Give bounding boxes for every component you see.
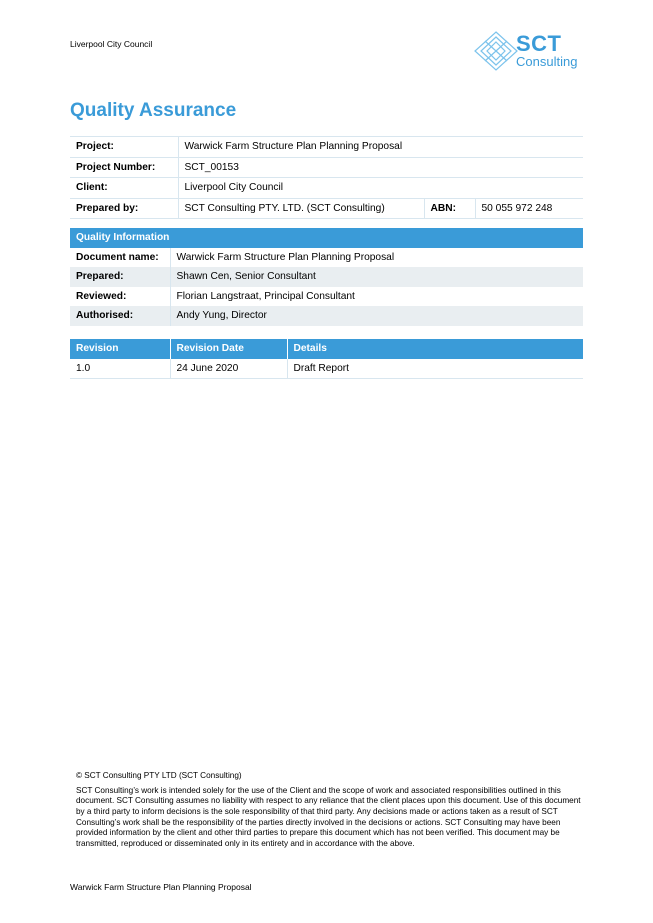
logo-subtitle: Consulting [516,54,578,69]
client-label: Client: [70,178,178,199]
project-number-value: SCT_00153 [178,157,583,178]
table-row [70,359,583,379]
prepared-label: Prepared: [70,267,170,287]
client-value: Liverpool City Council [178,178,583,199]
prepared-by-label: Prepared by: [70,198,178,219]
project-label: Project: [70,137,178,158]
authorised-value: Andy Yung, Director [170,306,583,326]
table-row [70,287,583,307]
copyright-line: © SCT Consulting PTY LTD (SCT Consulting) [76,771,242,780]
table-row [70,157,583,178]
project-number-label: Project Number: [70,157,178,178]
document-name-value: Warwick Farm Structure Plan Planning Proposal [170,248,583,268]
sct-consulting-logo [473,30,588,72]
prepared-value: Shawn Cen, Senior Consultant [170,267,583,287]
copyright-notice [76,771,581,854]
details-header: Details [287,339,583,359]
table-row [70,267,583,287]
page-title: Quality Assurance [70,100,237,121]
table-header-row [70,228,583,248]
authorised-label: Authorised: [70,306,170,326]
logo-wordmark: SCT [516,31,562,56]
abn-label: ABN: [424,198,475,219]
table-header-row [70,339,583,359]
table-row [70,248,583,268]
document-name-label: Document name: [76,251,159,263]
reviewed-label: Reviewed: [76,290,127,302]
revision-date: 24 June 2020 [170,359,287,379]
project-details-table [70,136,583,219]
revision-header: Revision [70,339,170,359]
diamond-logo-icon [473,30,519,72]
revision-date-header: Revision Date [170,339,287,359]
table-row [70,178,583,199]
page-footer: Warwick Farm Structure Plan Planning Proposal [70,882,252,892]
quality-information-table [70,228,583,326]
copyright-body: SCT Consulting’s work is intended solely for the use of the Client and the scope of work and associated responsibilities outlined in this document. SCT Consulting assumes no liability with respect to any reliance that the client places upon this document. Use of this document by a third party to inform decisions is the sole responsibility of that third party. Any decisions made or actions taken as a result of SCT Consulting’s work shall be the responsibility of the parties directly involved in the decisions or actions. SCT Consulting may have been provided information by the client and other third parties to prepare this document which has not been verified. This document may be transmitted, reproduced or disseminated only in its entirety and in accordance with the above. [76,785,581,848]
table-row [70,306,583,326]
revision-table [70,339,583,379]
prepared-by-value: SCT Consulting PTY. LTD. (SCT Consulting) [178,198,424,219]
reviewed-value: Florian Langstraat, Principal Consultant [170,287,583,307]
abn-value: 50 055 972 248 [475,198,583,219]
revision-details: Draft Report [287,359,583,379]
project-value: Warwick Farm Structure Plan Planning Proposal [178,137,583,158]
table-row [70,137,583,158]
revision-number: 1.0 [70,359,170,379]
header-client-name: Liverpool City Council [70,39,153,49]
table-row [70,198,583,219]
quality-information-heading: Quality Information [70,228,583,248]
